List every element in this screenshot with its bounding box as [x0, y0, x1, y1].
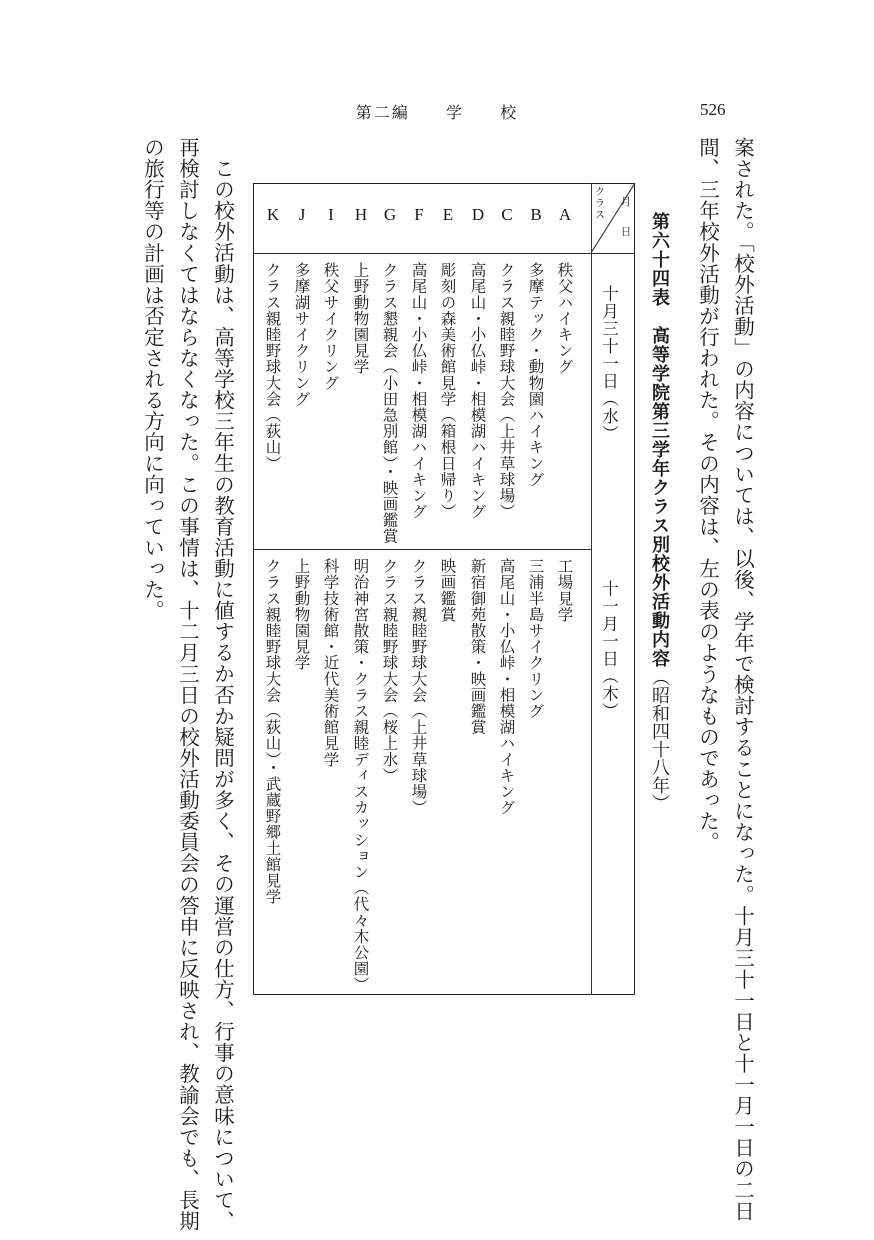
table-cell-day2: 新宿御苑散策・映画鑑賞 [468, 558, 487, 736]
table-cell-day1: 多摩湖サイクリング [292, 262, 311, 407]
class-letter: I [328, 205, 334, 224]
class-letter: B [530, 205, 542, 224]
class-letter: G [383, 205, 397, 224]
table-cell-day2: クラス親睦野球大会（荻山）・武蔵野郷土館見学 [263, 558, 282, 905]
table-cell-day1: クラス懇親会（小田急別館）・映画鑑賞 [380, 262, 399, 545]
table-caption-suffix: （昭和四十八年） [649, 668, 670, 812]
table-caption-title: 第六十四表 高等学院第三学年クラス別校外活動内容 [649, 212, 670, 668]
class-letter: D [471, 205, 485, 224]
day-separator [253, 549, 591, 550]
table-cell-day1: 秩父サイクリング [321, 262, 340, 391]
table-cell-day2: 三浦半島サイクリング [526, 558, 545, 719]
table-cell-day1: 秩父ハイキング [555, 262, 574, 375]
header-column-separator [591, 183, 592, 995]
header-separator [253, 253, 635, 254]
table-cell-day2: 明治神宮散策・クラス親睦ディスカッション（代々木公園） [351, 558, 370, 993]
page-number: 526 [700, 100, 726, 119]
table-cell-day1: 上野動物園見学 [351, 262, 370, 375]
table-cell-day1: クラス親睦野球大会（荻山） [263, 262, 282, 472]
table-caption [650, 212, 668, 812]
table-cell-day1: 高尾山・小仏峠・相模湖ハイキング [409, 262, 428, 520]
table-cell-day2: 工場見学 [555, 558, 574, 623]
date-header-2: 十一月一日（木） [599, 580, 619, 720]
table-cell-day2: クラス親睦野球大会（桜上水） [380, 558, 399, 784]
paragraph-top-line-1: 案された。「校外活動」の内容については、以後、学年で検討することになった。十月三十一日と十一月一日の二日 [730, 137, 755, 1222]
table-cell-day2: 上野動物園見学 [292, 558, 311, 671]
class-letter: A [558, 205, 572, 224]
header-label-day: 日 [619, 226, 632, 238]
class-letter: K [266, 205, 280, 224]
table-cell-day1: クラス親睦野球大会（上井草球場） [497, 262, 516, 520]
class-letter: C [501, 205, 513, 224]
header-label-month: 月 [619, 196, 632, 208]
table-cell-day2: クラス親睦野球大会（上井草球場） [409, 558, 428, 816]
paragraph-top-line-2: 間、三年校外活動が行われた。その内容は、左の表のようなものであった。 [695, 137, 720, 853]
table-cell-day2: 科学技術館・近代美術館見学 [321, 558, 340, 768]
paragraph-bottom-line-1: この校外活動は、高等学校三年生の教育活動に値するか否か疑問が多く、その運営の仕方、行事の意味について、 [210, 158, 235, 1232]
table-cell-day1: 彫刻の森美術館見学（箱根日帰り） [438, 262, 457, 520]
running-header [0, 100, 874, 123]
header-section: 第二編 [355, 103, 410, 122]
paragraph-bottom-line-3: の旅行等の計画は否定される方向に向っていった。 [140, 137, 165, 622]
paragraph-bottom-line-2: 再検討しなくてはならなくなった。この事情は、十二月三日の校外活動委員会の答申に反映され、教諭会でも、長期 [175, 137, 200, 1232]
table-cell-day2: 高尾山・小仏峠・相模湖ハイキング [497, 558, 516, 816]
header-title-right: 校 [500, 103, 519, 122]
header-title-left: 学 [445, 103, 464, 122]
class-letter: E [442, 205, 454, 224]
class-letter: H [354, 205, 368, 224]
class-letter: F [414, 205, 424, 224]
class-letter: J [298, 205, 306, 224]
header-label-class: クラス [593, 186, 606, 221]
table-cell-day1: 高尾山・小仏峠・相模湖ハイキング [468, 262, 487, 520]
table-cell-day1: 多摩テック・動物園ハイキング [526, 262, 545, 488]
table-cell-day2: 映画鑑賞 [438, 558, 457, 623]
date-header-1: 十月三十一日（水） [599, 285, 619, 443]
